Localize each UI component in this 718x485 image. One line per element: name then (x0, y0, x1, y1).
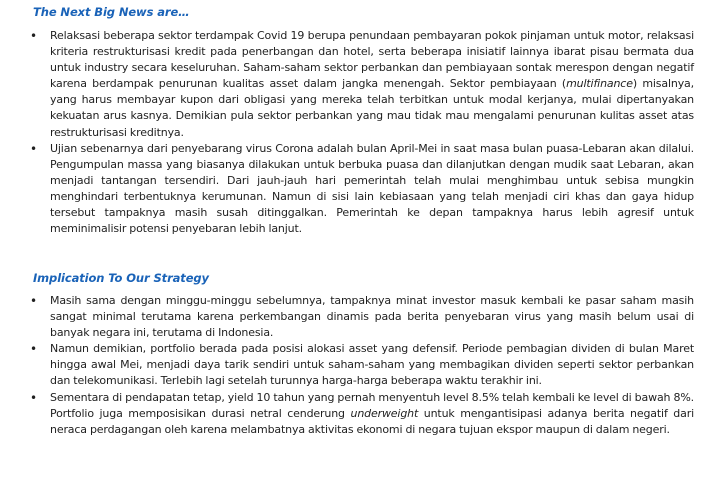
bullet-dot: • (30, 294, 37, 308)
bullet-dot: • (30, 390, 37, 405)
bullet-item (0, 141, 718, 238)
bullet-text: Ujian sebenarnya dari penyebarang virus Corona adalah bulan April-Mei in saat masa bulan puasa-Lebaran akan dilalui. Pengumpulan massa yang biasanya dilakukan untuk berbuka puasa dan dilanjutkan dengan mudik saat Lebaran, akan menjadi tantangan tersendiri. Dari jauh-jauh hari pemerintah telah mulai menghimbau untuk sebisa mungkin menghindari terbentuknya kerumunan. Namun di sisi lain kebiasaan yang telah menjadi ciri khas dan gaya hidup tersebut tampaknya masih susah ditinggalkan. Pemerintah ke depan tampaknya harus lebih agresif untuk meminimalisir potensi penyebaran lebih lanjut. (50, 141, 694, 236)
section-title-implication-strategy: Implication To Our Strategy (33, 271, 209, 285)
bullet-dot: • (30, 141, 37, 156)
bullet-text: Sementara di pendapatan tetap, yield 10 tahun yang pernah menyentuh level 8.5% telah kembali ke level di bawah 8%. Portfolio juga memposisikan durasi netral cenderung underweight untuk mengantisipasi adanya berita negatif dari neraca perdagangan oleh karena melambatnya aktivitas ekonomi di negara tujuan ekspor maupun di dalam negeri. (50, 390, 694, 436)
section-title-next-big-news: The Next Big News are… (33, 5, 190, 19)
bullet-item (0, 28, 718, 141)
bullet-item (0, 390, 718, 438)
implication-strategy-list (0, 293, 718, 438)
bullet-item (0, 293, 718, 341)
bullet-text: Masih sama dengan minggu-minggu sebelumnya, tampaknya minat investor masuk kembali ke pasar saham masih sangat minimal terutama karena perkembangan dinamis pada berita penyebaran virus yang masih belum usai di banyak negara ini, terutama di Indonesia. (50, 294, 694, 340)
bullet-text: Namun demikian, portfolio berada pada posisi alokasi asset yang defensif. Periode pembagian dividen di bulan Maret hingga awal Mei, menjadi daya tarik sendiri untuk saham-saham yang membagikan dividen seperti sektor perbankan dan telekomunikasi. Terlebih lagi setelah turunnya harga-harga beberapa waktu terakhir ini. (50, 342, 694, 388)
bullet-dot: • (30, 342, 37, 357)
bullet-dot: • (30, 29, 37, 43)
next-big-news-list (0, 28, 718, 237)
bullet-item (0, 341, 718, 389)
bullet-text: Relaksasi beberapa sektor terdampak Covid 19 berupa penundaan pembayaran pokok pinjaman untuk motor, relaksasi kriteria restrukturisasi kredit pada penerbangan dan hotel, serta beberapa inisiatif lainnya ibarat pisau bermata dua untuk industry secara keseluruhan. Saham-saham sektor perbankan dan pembiayaan sontak merespon dengan negatif karena berdampak penurunan kualitas asset dalam jangka menengah. Sektor pembiayaan (multifinance) misalnya, yang harus membayar kupon dari obligasi yang mereka telah terbitkan untuk modal kerjanya, mulai dipertanyakan kekuatan arus kasnya. Demikian pula sektor perbankan yang mau tidak mau mengalami penurunan kulitas asset atas restrukturisasi kreditnya. (50, 29, 694, 139)
